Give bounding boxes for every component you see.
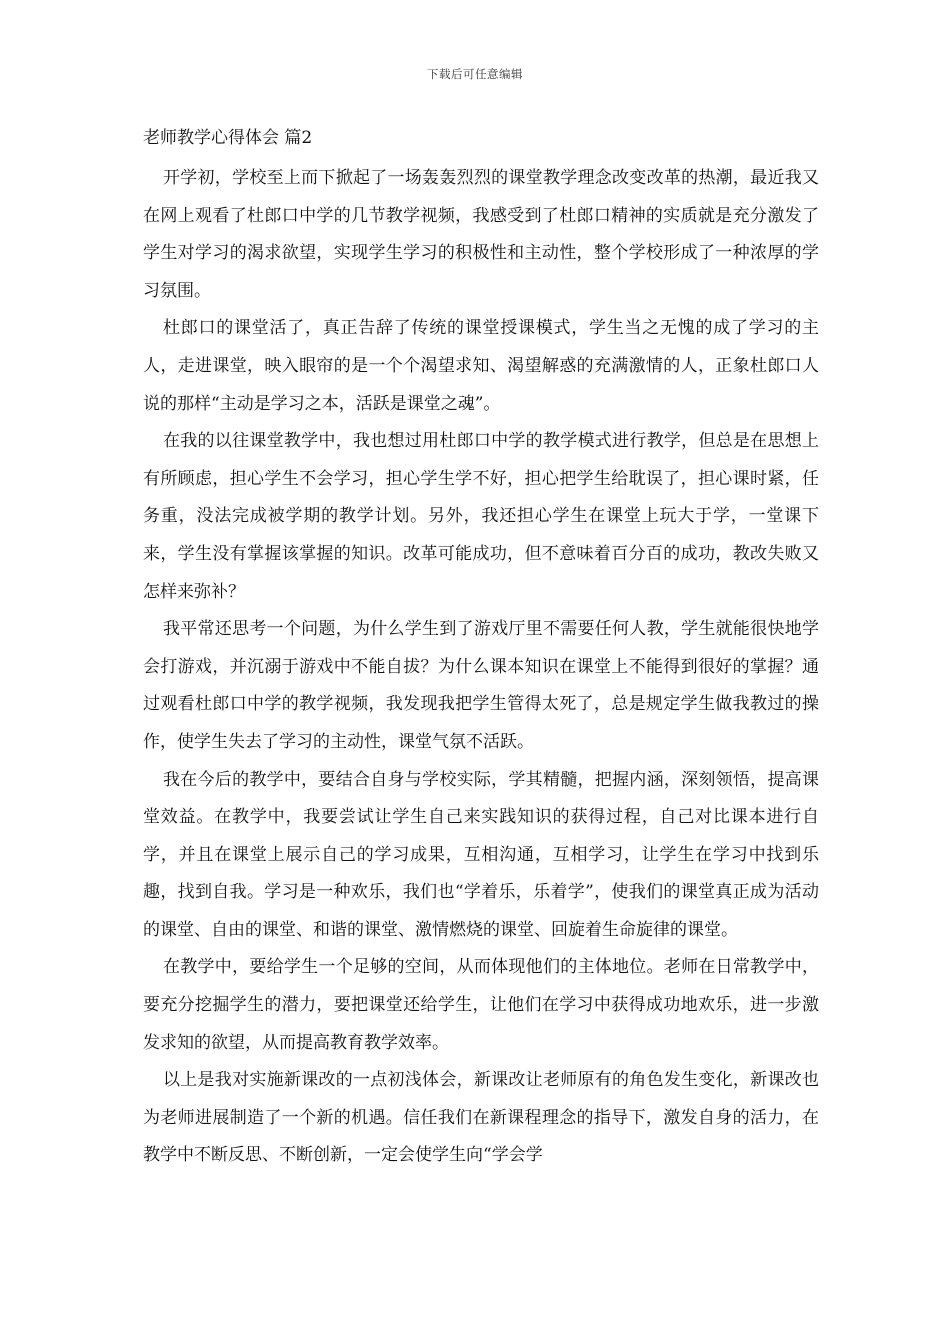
- paragraph-3: 在我的以往课堂教学中，我也想过用杜郎口中学的教学模式进行教学，但总是在思想上有所顾虑，担心学生不会学习，担心学生学不好，担心把学生给耽误了，担心课时紧，任务重，没法完成被学期的教学计划。另外，我还担心学生在课堂上玩大于学，一堂课下来，学生没有掌握该掌握的知识。改革可能成功，但不意味着百分百的成功，教改失败又怎样来弥补？: [143, 431, 819, 602]
- header-note: 下载后可任意编辑: [427, 67, 523, 81]
- paragraph-4: 我平常还思考一个问题，为什么学生到了游戏厅里不需要任何人教，学生就能很快地学会打游戏，并沉溺于游戏中不能自拔？为什么课本知识在课堂上不能得到很好的掌握？通过观看杜郎口中学的教学视频，我发现我把学生管得太死了，总是规定学生做我教过的操作，使学生失去了学习的主动性，课堂气氛不活跃。: [143, 619, 819, 752]
- document-title: 老师教学心得体会 篇2: [143, 128, 313, 148]
- paragraph-1: 开学初，学校至上而下掀起了一场轰轰烈烈的课堂教学理念改变改革的热潮，最近我又在网上观看了杜郎口中学的几节教学视频，我感受到了杜郎口精神的实质就是充分激发了学生对学习的渴求欲望，实现学生学习的积极性和主动性，整个学校形成了一种浓厚的学习氛围。: [143, 168, 819, 301]
- paragraph-5: 我在今后的教学中，要结合自身与学校实际，学其精髓，把握内涵，深刻领悟，提高课堂效益。在教学中，我要尝试让学生自己来实践知识的获得过程，自己对比课本进行自学，并且在课堂上展示自己的学习成果，互相沟通，互相学习，让学生在学习中找到乐趣，找到自我。学习是一种欢乐，我们也“学着乐，乐着学”，使我们的课堂真正成为活动的课堂、自由的课堂、和谐的课堂、激情燃烧的课堂、回旋着生命旋律的课堂。: [143, 769, 819, 940]
- paragraph-6: 在教学中，要给学生一个足够的空间，从而体现他们的主体地位。老师在日常教学中，要充分挖掘学生的潜力，要把课堂还给学生，让他们在学习中获得成功地欢乐，进一步激发求知的欲望，从而提高教育教学效率。: [143, 957, 819, 1053]
- paragraph-2: 杜郎口的课堂活了，真正告辞了传统的课堂授课模式，学生当之无愧的成了学习的主人，走进课堂，映入眼帘的是一个个渴望求知、渴望解惑的充满激情的人，正象杜郎口人说的那样“主动是学习之本，活跃是课堂之魂”。: [143, 318, 819, 414]
- document-body: [143, 124, 819, 1175]
- paragraph-7: 以上是我对实施新课改的一点初浅体会，新课改让老师原有的角色发生变化，新课改也为老师进展制造了一个新的机遇。信任我们在新课程理念的指导下，激发自身的活力，在教学中不断反思、不断创新，一定会使学生向“学会学: [143, 1070, 819, 1166]
